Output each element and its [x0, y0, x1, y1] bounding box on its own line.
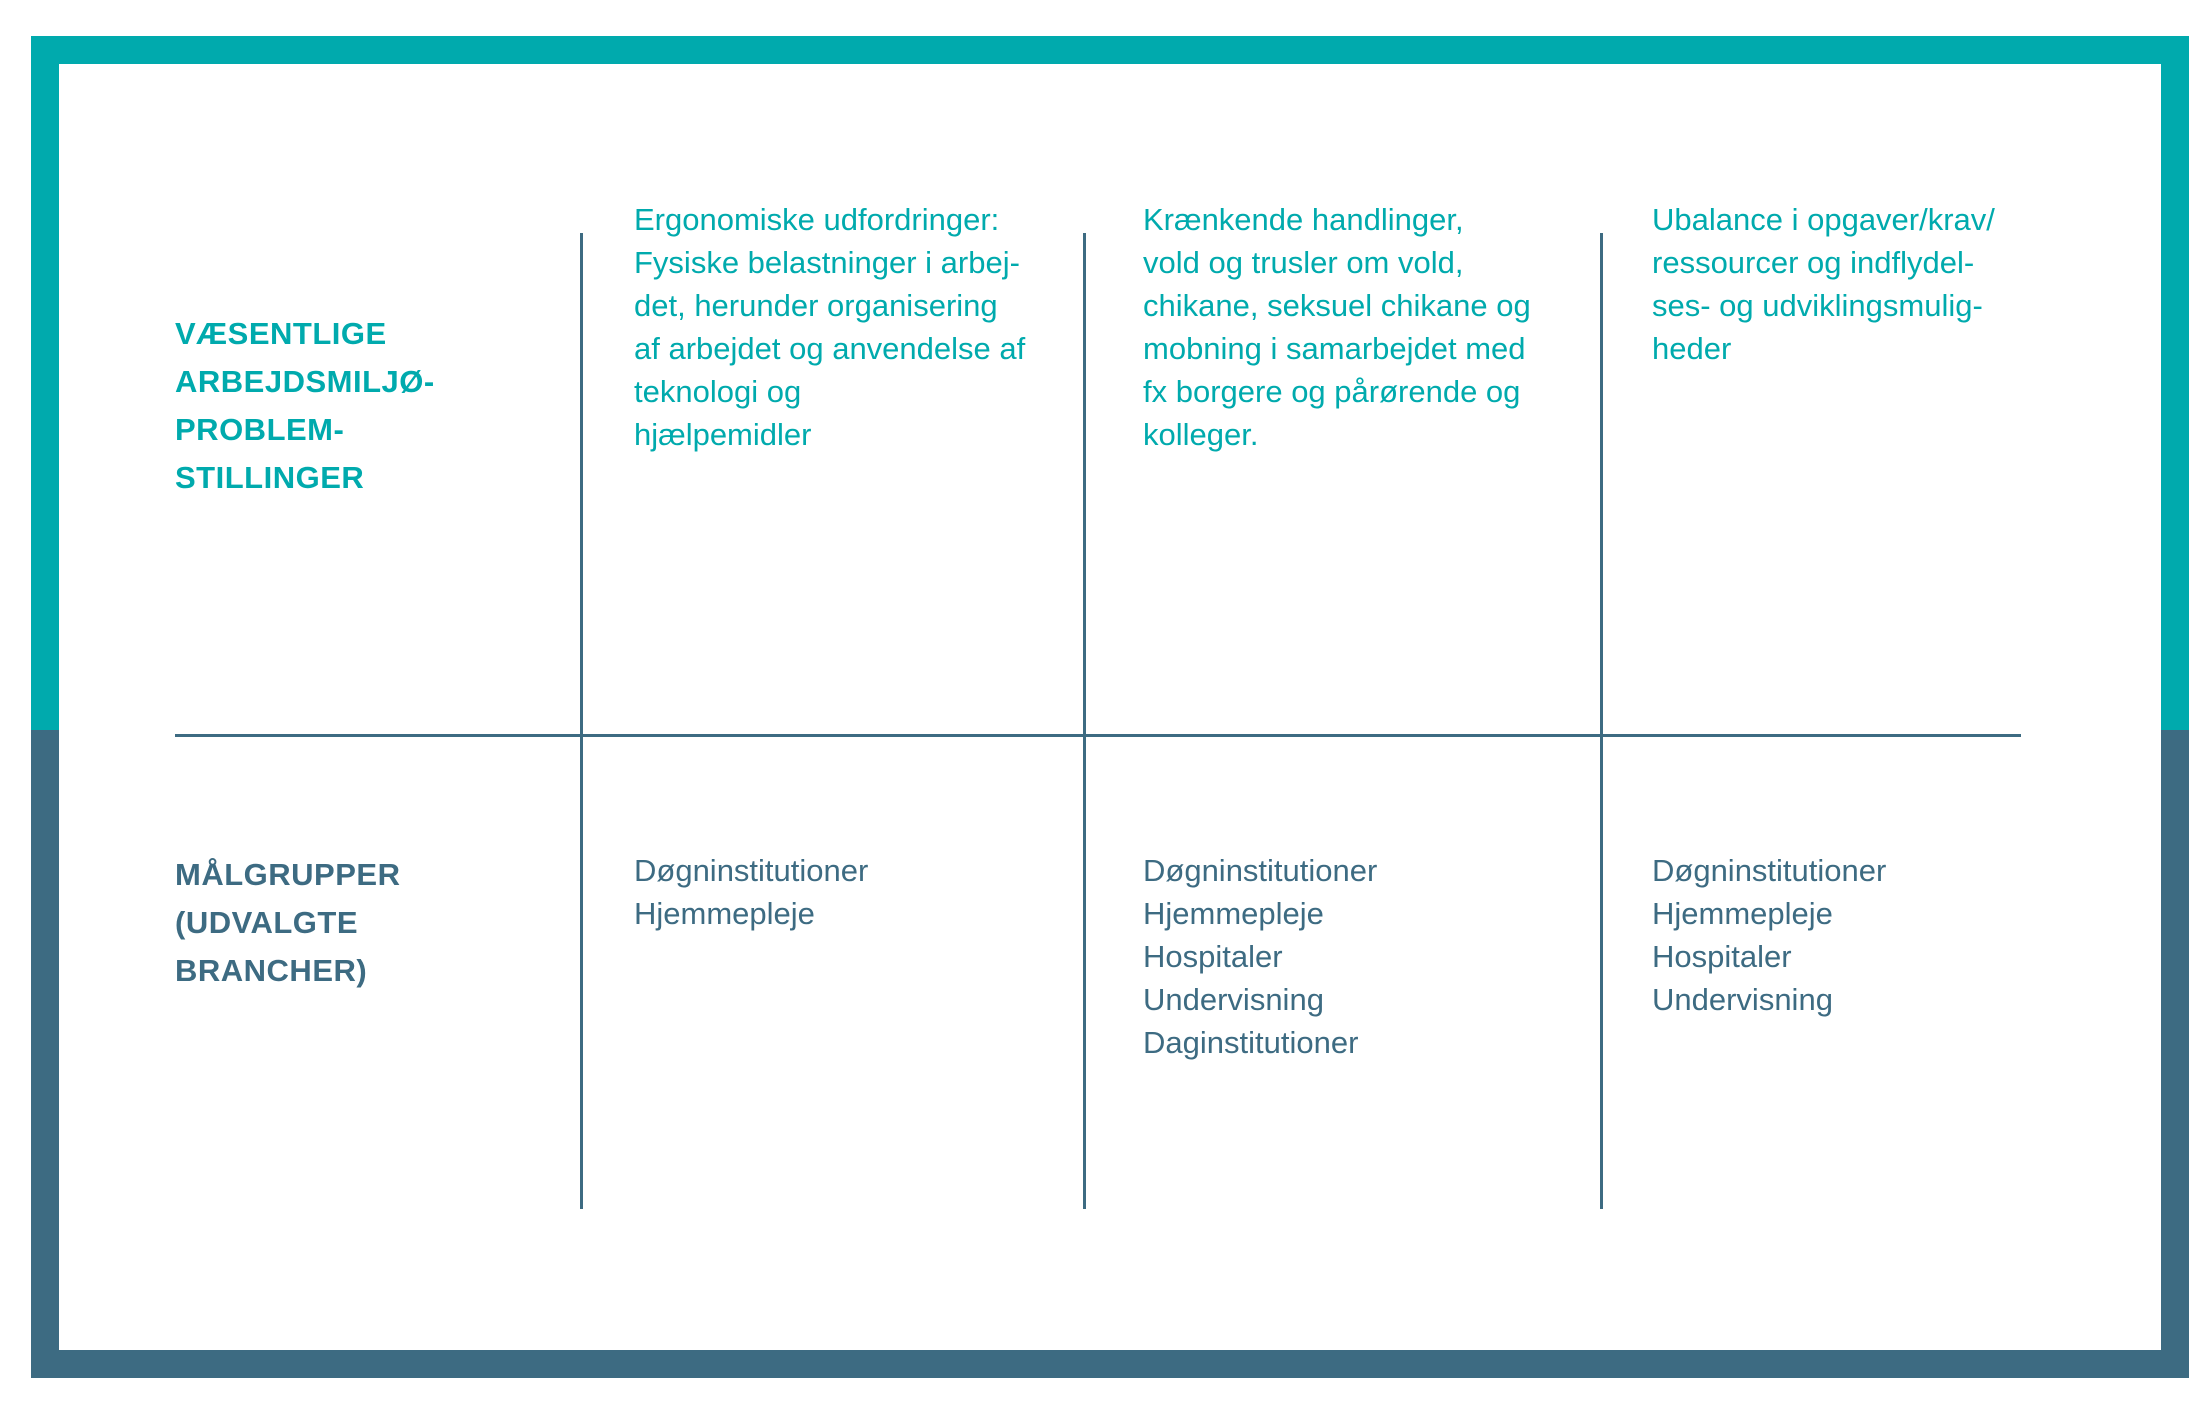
issue-cell-imbalance: Ubalance i opgaver/krav/ ressourcer og indflydel- ses- og udviklingsmulig- heder — [1652, 202, 1995, 366]
target-cell-offensive-actions: Døgninstitutioner Hjemmepleje Hospitaler Undervisning Daginstitutioner — [1143, 853, 1378, 1060]
issue-cell-offensive-actions: Krænkende handlinger, vold og trusler om vold, chikane, seksuel chikane og mobning i samarbejdet med fx borgere og pårørende og kolleger. — [1143, 202, 1531, 452]
row-label-issues: VÆSENTLIGE ARBEJDSMILJØ- PROBLEM- STILLINGER — [175, 316, 435, 495]
column-divider-1 — [580, 233, 583, 1209]
column-divider-2 — [1083, 233, 1086, 1209]
column-divider-3 — [1600, 233, 1603, 1209]
row-divider — [175, 734, 2021, 737]
issue-cell-ergonomics: Ergonomiske udfordringer: Fysiske belastninger i arbej- det, herunder organisering af arbejdet og anvendelse af teknologi og hjælpemidler — [634, 202, 1026, 452]
target-cell-imbalance: Døgninstitutioner Hjemmepleje Hospitaler Undervisning — [1652, 853, 1887, 1017]
target-cell-ergonomics: Døgninstitutioner Hjemmepleje — [634, 853, 869, 931]
row-label-target-groups: MÅLGRUPPER (UDVALGTE BRANCHER) — [175, 857, 401, 988]
